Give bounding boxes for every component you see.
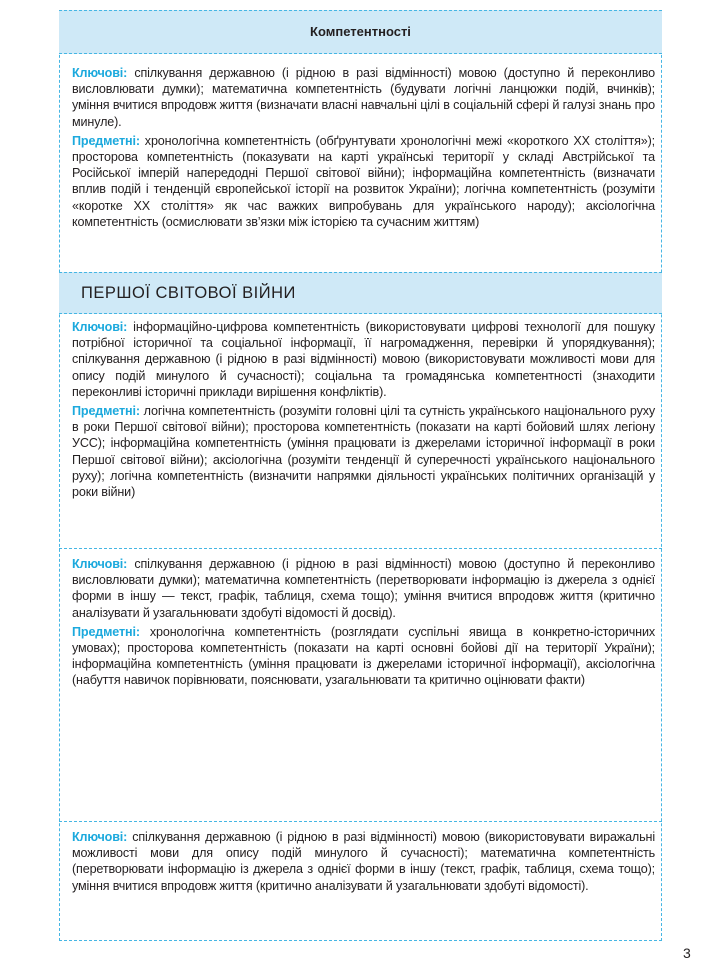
key-text: спілкування державною (і рідною в разі відмінності) мовою (доступно й переконливо висловлювати думки); математична компетентність (перетворювати інформацію із джерела з однієї форми в іншу — текст, графік, таблиця, схема тощо); уміння вчитися впродовж життя (критично аналізувати й узагальнювати здобуті відомості й досвід). (72, 557, 655, 620)
key-competencies (72, 556, 655, 621)
page-number: 3 (683, 945, 691, 961)
competency-block-2 (72, 319, 655, 503)
table-bottom-border (59, 940, 662, 941)
key-competencies (72, 65, 655, 130)
subject-competencies (72, 624, 655, 689)
subject-text: хронологічна компетентність (розглядати суспільні явища в конкретно-історичних умовах); просторова компетентність (показати на карті основні бойові дії на території України); інформаційна компетентність (уміння працювати із джерелами історичної інформації), аксіологічна (набуття навичок порівнювати, пояснювати, узагальнювати та критично оцінювати факти) (72, 624, 655, 688)
key-label: Ключові: (72, 66, 128, 80)
key-label: Ключові: (72, 830, 128, 844)
row-divider (59, 821, 662, 822)
subject-label: Предметні: (72, 404, 140, 419)
key-text: інформаційно-цифрова компетентність (використовувати цифрові технології для пошуку потрібної історичної та соціальної інформації, її нагромадження, перевірки й упорядкування); спілкування державною (і рідною в разі відмінності) мовою (використовувати можливості мови для опису подій минулого й сучасності); соціальна та громадянська компетентності (знаходити переконливі історичні приклади вирішення конфліктів). (72, 320, 655, 399)
key-text: спілкування державною (і рідною в разі відмінності) мовою (доступно й переконливо висловлювати думки); математична компетентність (будувати логічні ланцюжки подій, вчинків); уміння вчитися впродовж життя (визначати власні навчальні цілі в соціальній сфері й галузі знань про минуле). (72, 66, 655, 129)
subject-competencies (72, 403, 655, 500)
key-text: спілкування державною (і рідною в разі відмінності) мовою (використовувати виражальні можливості мови для опису подій минулого й сучасності); математична компетентність (перетворювати інформацію із джерела з однієї форми в іншу (текст, графік, таблиця, схема тощо); уміння вчитися впродовж життя (критично аналізувати й узагальнювати здобуті відомості). (72, 830, 655, 893)
row-divider (59, 548, 662, 549)
competency-block-4 (72, 829, 655, 897)
subject-label: Предметні: (72, 133, 140, 148)
subject-label: Предметні: (72, 624, 140, 639)
section-title: ПЕРШОЇ СВІТОВОЇ ВІЙНИ (81, 284, 296, 302)
key-label: Ключові: (72, 557, 128, 571)
header-title: Компетентності (310, 24, 411, 39)
table-header (59, 10, 662, 54)
key-label: Ключові: (72, 320, 128, 334)
section-header (59, 272, 662, 314)
competency-block-1 (72, 65, 655, 233)
subject-text: логічна компетентність (розуміти головні цілі та сутність українського національного руху в роки Першої світової війни); просторова компетентність (показати на карті бойовий шлях легіону УСС); інформаційна компетентність (уміння працювати із джерелами історичної інформації в роки Першої світової війни); аксіологічна (розуміти тенденції й суперечності українського національного руху); логічна компетентність (визначити напрямки діяльності українських політичних організацій у роки війни) (72, 404, 656, 500)
subject-text: хронологічна компетентність (обґрунтувати хронологічні межі «короткого ХХ століття»); просторова компетентність (показувати на карті українські території у складі Австрійської та Російської імперій напередодні Першої світової війни); інформаційна компетентність (визначати вплив подій і тенденцій європейської історії на розвиток України); логічна компетентність (розуміти «коротке ХХ століття» як час важких випробувань для українського народу); аксіологічна компетентність (осмислювати зв’язки між історією та сучасним життям) (72, 133, 655, 229)
key-competencies (72, 319, 655, 400)
competency-block-3 (72, 556, 655, 692)
key-competencies (72, 829, 655, 894)
subject-competencies (72, 133, 655, 230)
